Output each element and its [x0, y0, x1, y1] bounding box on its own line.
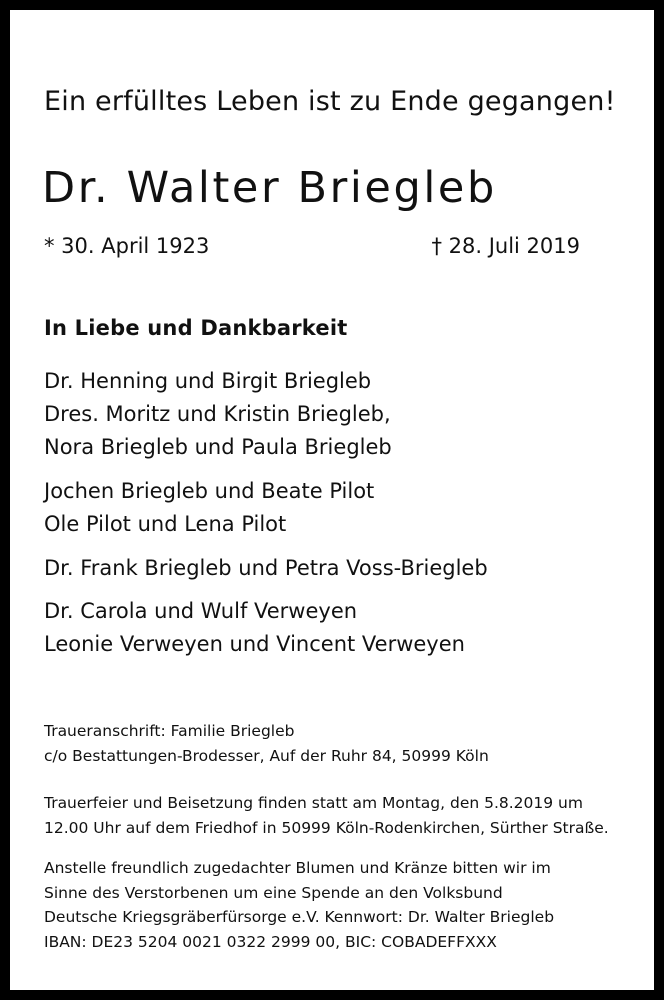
headline: Ein erfülltes Leben ist zu Ende gegangen! — [44, 86, 616, 117]
family-group-4 — [44, 595, 465, 661]
ceremony-info — [44, 791, 609, 840]
mourner-name: Dr. Frank Briegleb und Petra Voss-Briegleb — [44, 556, 488, 580]
deceased-name: Dr. Walter Briegleb — [42, 163, 497, 213]
donation-line: Sinne des Verstorbenen um eine Spende an den Volksbund — [44, 883, 503, 902]
ceremony-line: 12.00 Uhr auf dem Friedhof in 50999 Köln-Rodenkirchen, Sürther Straße. — [44, 818, 609, 837]
mourning-address — [44, 719, 489, 768]
mourner-name: Nora Briegleb und Paula Briegleb — [44, 435, 392, 459]
family-group-1 — [44, 365, 392, 464]
mourner-name: Dr. Carola und Wulf Verweyen — [44, 599, 358, 623]
mourner-name: Dr. Henning und Birgit Briegleb — [44, 369, 372, 393]
mourner-name: Ole Pilot und Lena Pilot — [44, 512, 287, 536]
dedication: In Liebe und Dankbarkeit — [44, 316, 348, 340]
donation-line: Anstelle freundlich zugedachter Blumen und Kränze bitten wir im — [44, 859, 551, 877]
donation-line: IBAN: DE23 5204 0021 0322 2999 00, BIC: COBADEFFXXX — [44, 932, 497, 951]
donation-line: Deutsche Kriegsgräberfürsorge e.V. Kennwort: Dr. Walter Briegleb — [44, 908, 555, 926]
mourner-name: Jochen Briegleb und Beate Pilot — [44, 479, 375, 503]
address-line: c/o Bestattungen-Brodesser, Auf der Ruhr 84, 50999 Köln — [44, 746, 489, 765]
birth-date: * 30. April 1923 — [44, 234, 210, 258]
mourner-name: Dres. Moritz und Kristin Briegleb, — [44, 402, 391, 426]
donation-info — [44, 856, 554, 954]
family-group-2 — [44, 475, 374, 541]
ceremony-line: Trauerfeier und Beisetzung finden statt am Montag, den 5.8.2019 um — [44, 794, 583, 812]
family-group-3 — [44, 552, 488, 585]
death-date: † 28. Juli 2019 — [431, 234, 580, 258]
mourner-name: Leonie Verweyen und Vincent Verweyen — [44, 632, 465, 656]
address-line: Traueranschrift: Familie Briegleb — [44, 722, 295, 740]
